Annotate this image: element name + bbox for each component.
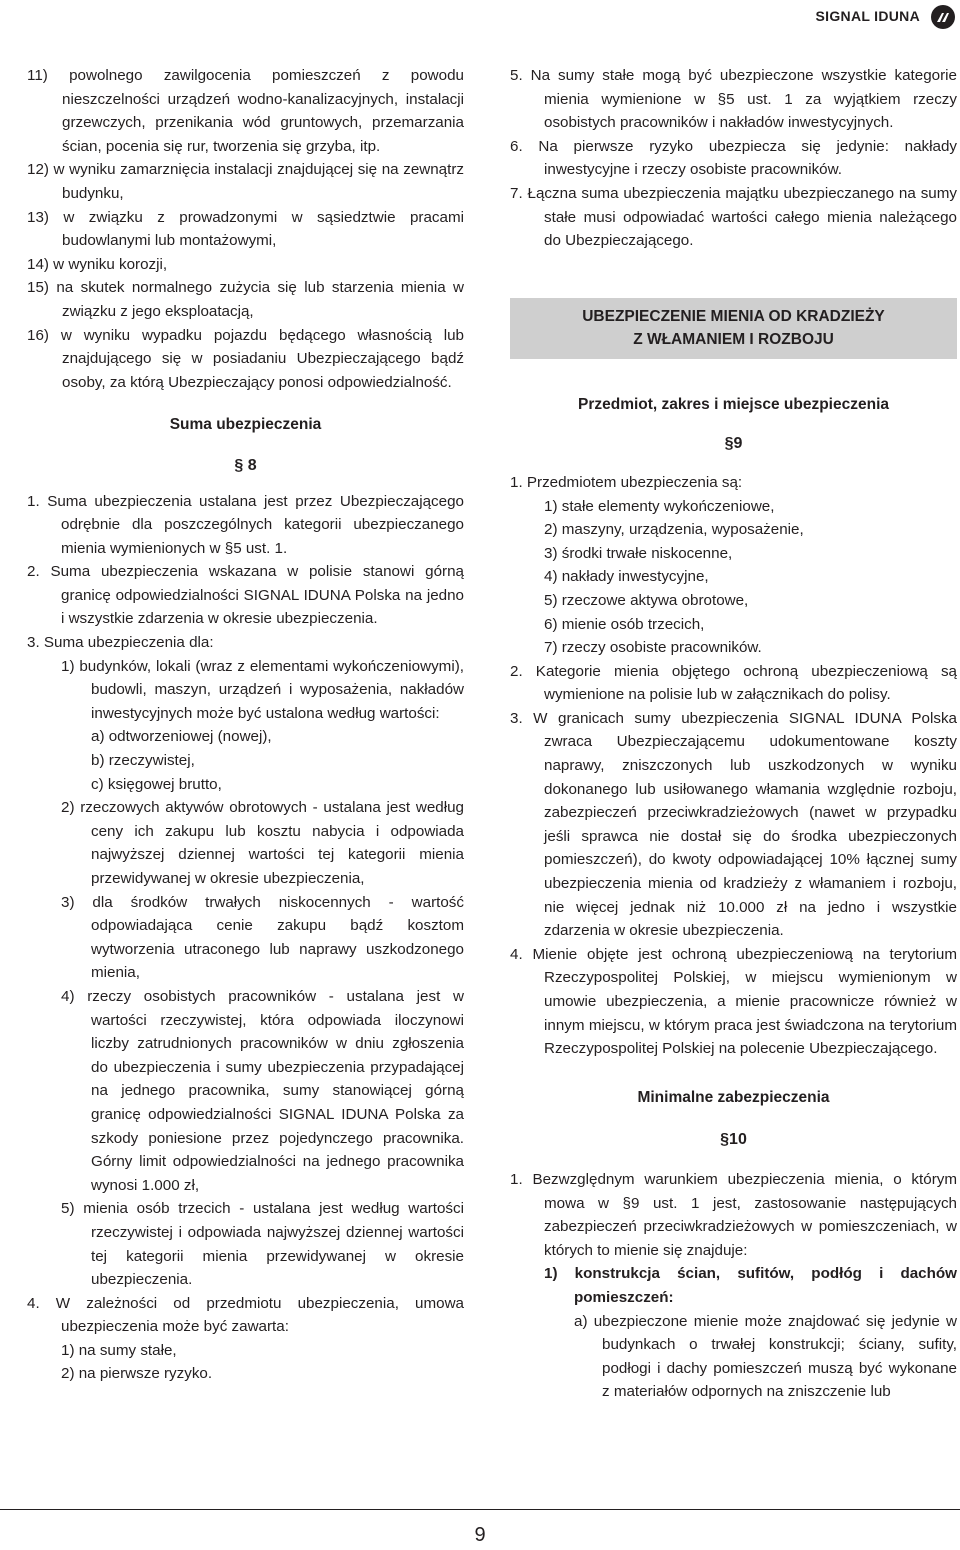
section-heading-minimalne: Minimalne zabezpieczenia (637, 1088, 830, 1106)
sub-clause: 1) konstrukcja ścian, sufitów, podłóg i dachów pomieszczeń: (544, 1265, 957, 1306)
list-item: 11) powolnego zawilgocenia pomieszczeń z powodu nieszczelności urządzeń wodno-kanalizacyjnych, instalacji grzewczych, przenikania wód gruntowych, przemarzania ścian, pocenia się rur, tworzenia się grzyba, itp. (27, 67, 464, 155)
sub-clause: 1) na sumy stałe, (61, 1341, 177, 1359)
sub-clause: 1) budynków, lokali (wraz z elementami wykończeniowymi), budowli, maszyn, urządzeń i wyposażenia, nakładów inwestycyjnych może być ustalona według wartości: (61, 657, 464, 722)
page-header (0, 0, 960, 36)
clause: 4. Mienie objęte jest ochroną ubezpieczeniową na terytorium Rzeczypospolitej Polskiej, w miejscu wymienionym w umowie ubezpieczenia, a mienie pracownicze również w innym miejscu, w którym praca jest świadczona na terytorium Rzeczypospolitej Polskiej na polecenie Ubezpieczającego. (510, 945, 957, 1058)
sub-clause: 5) mienia osób trzecich - ustalana jest według wartości rzeczywistej i odpowiada najwyższej dziennej wartości tej kategorii mienia przewidywanej w okresie ubezpieczenia. (61, 1200, 464, 1289)
list-item: 12) w wyniku zamarznięcia instalacji znajdującej się na zewnątrz budynku, (27, 161, 464, 202)
clause: 4. W zależności od przedmiotu ubezpieczenia, umowa ubezpieczenia może być zawarta: (27, 1294, 464, 1336)
brand-name: SIGNAL IDUNA (815, 8, 920, 24)
list-item: 16) w wyniku wypadku pojazdu będącego własnością lub znajdującego się w posiadaniu Ubezpieczającego bądź osoby, za którą Ubezpieczający ponosi odpowiedzialność. (27, 326, 464, 391)
clause: 1. Suma ubezpieczenia ustalana jest przez Ubezpieczającego odrębnie dla poszczególnych kategorii ubezpieczanego mienia wymienionych w §5 ust. 1. (27, 492, 464, 557)
sub-sub-clause: b) rzeczywistej, (91, 752, 195, 770)
paragraph-number-8: § 8 (234, 456, 257, 474)
footer-divider (0, 1509, 960, 1510)
sub-clause: 6) mienie osób trzecich, (544, 615, 705, 633)
banner-title-line-1: UBEZPIECZENIE MIENIA OD KRADZIEŻY (582, 307, 885, 325)
clause: 3. W granicach sumy ubezpieczenia SIGNAL IDUNA Polska zwraca Ubezpieczającemu udokumentowane koszty naprawy, zniszczonych lub uszkodzonych w wyniku dokonanego lub usiłowanego włamania względnie rozboju, zabezpieczeń przeciwkradzieżowych (nawet w przypadku jeśli sprawca nie dostał się do środka ubezpieczonych pomieszczeń), do kwoty odpowiadającej 10% łącznej sumy ubezpieczenia mienia od kradzieży z włamaniem i rozboju, nie więcej jednak niż 10.000 zł na jedno i wszystkie zdarzenia w okresie ubezpieczenia. (510, 709, 957, 940)
banner-title-line-2: Z WŁAMANIEM I ROZBOJU (633, 330, 834, 348)
sub-clause: 2) rzeczowych aktywów obrotowych - ustalana jest według ceny ich zakupu lub kosztu nabycia i odpowiada najwyższej dziennej wartości tej kategorii mienia przewidywanej w okresie ubezpieczenia, (61, 799, 464, 887)
section-banner (510, 298, 957, 359)
clause: 1. Bezwzględnym warunkiem ubezpieczenia mienia, o którym mowa w §9 ust. 1 jest, zastosowanie następujących zabezpieczeń przeciwkradzieżowych w pomieszczeniach, w których to mienie się znajduje: (510, 1170, 957, 1259)
list-item: 13) w związku z prowadzonymi w sąsiedztwie pracami budowlanymi lub montażowymi, (27, 208, 464, 250)
clause: 6. Na pierwsze ryzyko ubezpiecza się jedynie: nakłady inwestycyjne i rzeczy osobiste pracowników. (510, 137, 957, 179)
sub-clause: 1) stałe elementy wykończeniowe, (544, 497, 775, 515)
signal-iduna-logo-icon (930, 4, 956, 30)
section-heading-przedmiot: Przedmiot, zakres i miejsce ubezpieczenia (578, 395, 889, 413)
sub-clause: 7) rzeczy osobiste pracowników. (544, 639, 762, 657)
clause: 2. Kategorie mienia objętego ochroną ubezpieczeniową są wymienione na polisie lub w załącznikach do polisy. (510, 662, 957, 704)
sub-sub-clause: a) ubezpieczone mienie może znajdować się jedynie w budynkach o trwałej konstrukcji; ściany, sufity, podłogi i dachy pomieszczeń muszą być wykonane z materiałów odpornych na zniszczenie lub (574, 1312, 957, 1401)
clause: 3. Suma ubezpieczenia dla: (27, 634, 214, 652)
list-item: 14) w wyniku korozji, (27, 255, 168, 273)
sub-clause: 3) środki trwałe niskocenne, (544, 544, 733, 562)
paragraph-number-10: §10 (720, 1131, 747, 1149)
clause: 1. Przedmiotem ubezpieczenia są: (510, 473, 743, 491)
clause: 5. Na sumy stałe mogą być ubezpieczone wszystkie kategorie mienia wymienione w §5 ust. 1 za wyjątkiem rzeczy osobistych pracowników i nakładów inwestycyjnych. (510, 67, 957, 132)
sub-clause: 4) rzeczy osobistych pracowników - ustalana jest w wartości rzeczywistej, która odpowiada iloczynowi liczby zatrudnionych pracowników w dniu zgłoszenia do ubezpieczenia i sumy ubezpieczenia przypadającej na jednego pracownika, sumy stanowiącej górną granicę odpowiedzialności SIGNAL IDUNA Polska za szkody poniesione przez pojedynczego pracownika. Górny limit odpowiedzialności na jednego pracownika wynosi 1.000 zł, (61, 987, 464, 1194)
sub-sub-clause: c) księgowej brutto, (91, 775, 222, 793)
list-item: 15) na skutek normalnego zużycia się lub starzenia mienia w związku z jego eksploatacją, (27, 279, 464, 320)
paragraph-number-9: §9 (724, 435, 743, 453)
section-heading-suma: Suma ubezpieczenia (169, 416, 322, 434)
page-number: 9 (474, 1524, 486, 1546)
left-column (27, 64, 464, 1386)
sub-clause: 2) na pierwsze ryzyko. (61, 1365, 213, 1383)
clause: 7. Łączna suma ubezpieczenia majątku ubezpieczanego na sumy stałe musi odpowiadać wartości całego mienia należącego do Ubezpieczającego. (510, 184, 957, 250)
sub-clause: 5) rzeczowe aktywa obrotowe, (544, 591, 749, 609)
right-column (510, 64, 957, 1404)
sub-clause: 3) dla środków trwałych niskocennych - wartość odpowiadająca cenie zakupu bądź kosztom wytworzenia utraconego lub naprawy uszkodzonego mienia, (61, 893, 464, 982)
sub-sub-clause: a) odtworzeniowej (nowej), (91, 728, 272, 746)
sub-clause: 4) nakłady inwestycyjne, (544, 568, 709, 586)
clause: 2. Suma ubezpieczenia wskazana w polisie stanowi górną granicę odpowiedzialności SIGNAL IDUNA Polska na jedno i wszystkie zdarzenia w okresie ubezpieczenia. (27, 563, 464, 628)
sub-clause: 2) maszyny, urządzenia, wyposażenie, (544, 521, 804, 539)
